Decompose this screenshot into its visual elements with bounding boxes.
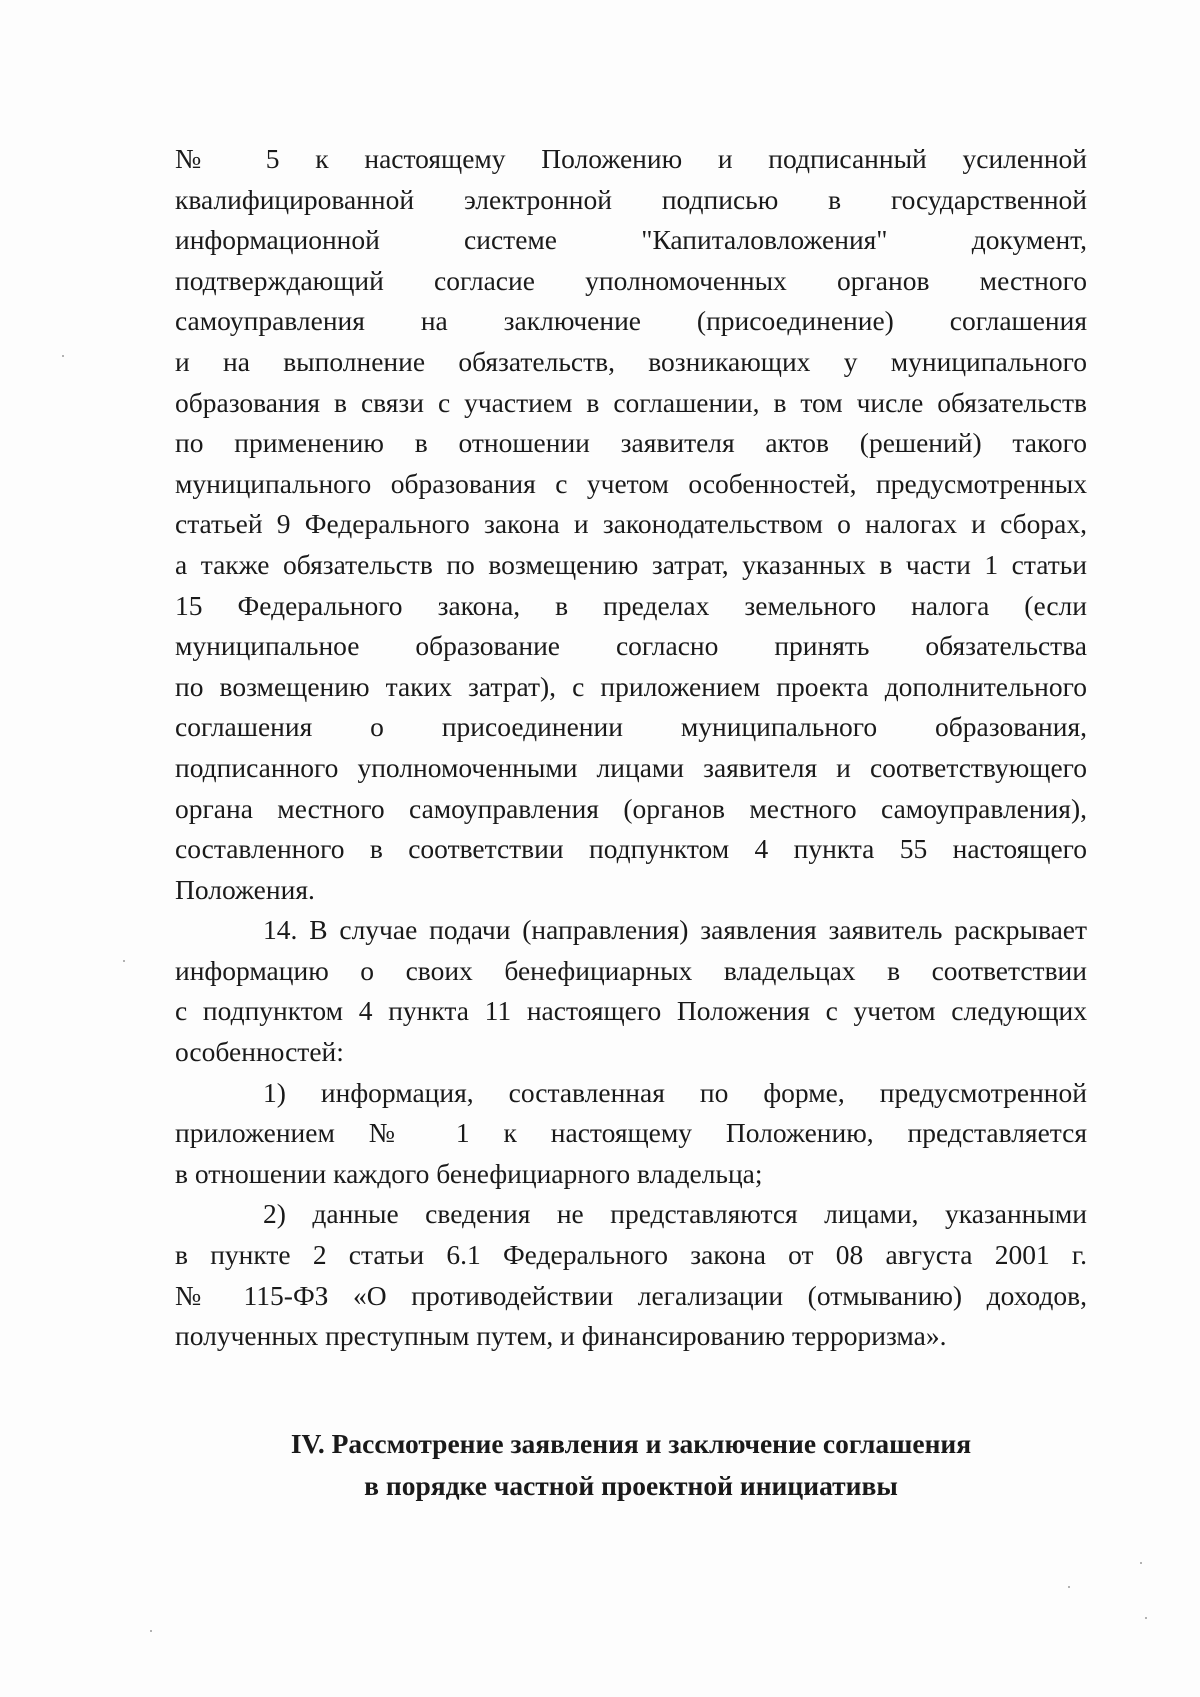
text-line: 2) данные сведения не представляются лицами, указанными bbox=[263, 1198, 1087, 1230]
text-line: а также обязательств по возмещению затрат, указанных в части 1 статьи bbox=[175, 548, 1087, 580]
text-line: 14. В случае подачи (направления) заявления заявитель раскрывает bbox=[263, 914, 1087, 946]
text-line: статьей 9 Федерального закона и законодательством о налогах и сборах, bbox=[175, 508, 1087, 540]
section-heading-line-1: IV. Рассмотрение заявления и заключение соглашения bbox=[290, 1428, 972, 1459]
text-line: приложением № 1 к настоящему Положению, представляется bbox=[175, 1117, 1087, 1149]
text-line: 15 Федерального закона, в пределах земельного налога (если bbox=[175, 589, 1087, 621]
text-line: муниципального образования с учетом особенностей, предусмотренных bbox=[175, 467, 1087, 499]
section-heading-line-2: в порядке частной проектной инициативы bbox=[364, 1470, 898, 1501]
section-heading bbox=[175, 1423, 1087, 1507]
scan-speck bbox=[62, 355, 64, 357]
text-line: по возмещению таких затрат), с приложением проекта дополнительного bbox=[175, 670, 1087, 702]
text-line: и на выполнение обязательств, возникающих у муниципального bbox=[175, 345, 1087, 377]
text-line: информационной системе "Капиталовложения" документ, bbox=[175, 224, 1087, 256]
scan-speck bbox=[1145, 1617, 1147, 1619]
text-line: подтверждающий согласие уполномоченных органов местного bbox=[175, 264, 1087, 296]
text-line: № 5 к настоящему Положению и подписанный усиленной bbox=[175, 143, 1087, 174]
text-line: составленного в соответствии подпунктом 4 пункта 55 настоящего bbox=[175, 833, 1087, 865]
text-line: самоуправления на заключение (присоединение) соглашения bbox=[175, 305, 1087, 337]
text-line: особенностей: bbox=[175, 1036, 344, 1068]
text-line: в отношении каждого бенефициарного владельца; bbox=[175, 1157, 763, 1189]
text-line: 1) информация, составленная по форме, предусмотренной bbox=[263, 1076, 1087, 1108]
text-line: подписанного уполномоченными лицами заявителя и соответствующего bbox=[175, 751, 1087, 783]
text-line: соглашения о присоединении муниципального образования, bbox=[175, 711, 1087, 743]
text-line: квалифицированной электронной подписью в государственной bbox=[175, 183, 1087, 215]
text-line: с подпунктом 4 пункта 11 настоящего Положения с учетом следующих bbox=[175, 995, 1087, 1027]
text-line: муниципальное образование согласно принять обязательства bbox=[175, 630, 1087, 662]
text-line: информацию о своих бенефициарных владельцах в соответствии bbox=[175, 954, 1087, 986]
text-line: Положения. bbox=[175, 873, 315, 905]
scan-speck bbox=[150, 1630, 152, 1632]
document-body bbox=[175, 139, 1087, 1357]
text-line: в пункте 2 статьи 6.1 Федерального закона от 08 августа 2001 г. bbox=[175, 1239, 1087, 1271]
text-line: органа местного самоуправления (органов местного самоуправления), bbox=[175, 792, 1087, 824]
scan-speck bbox=[1068, 1586, 1070, 1588]
text-line: образования в связи с участием в соглашении, в том числе обязательств bbox=[175, 386, 1087, 418]
scan-speck bbox=[1140, 1562, 1142, 1564]
text-line: полученных преступным путем, и финансированию терроризма». bbox=[175, 1320, 947, 1352]
text-line: № 115-ФЗ «О противодействии легализации (отмыванию) доходов, bbox=[175, 1279, 1087, 1311]
scan-speck bbox=[123, 960, 125, 962]
text-line: по применению в отношении заявителя актов (решений) такого bbox=[175, 427, 1087, 459]
